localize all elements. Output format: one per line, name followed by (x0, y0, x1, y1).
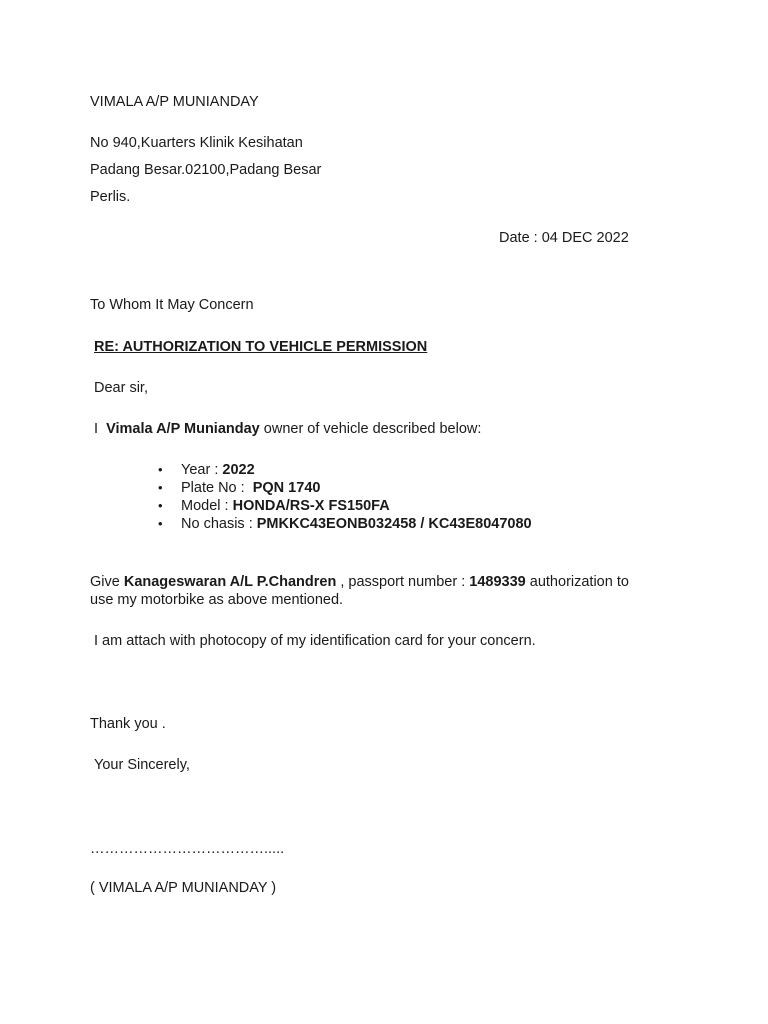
passport-label: , passport number : (336, 574, 470, 590)
grantee-name: Kanageswaran A/L P.Chandren (123, 574, 337, 590)
list-item (158, 461, 532, 479)
sender-name: VIMALA A/P MUNIANDAY (90, 94, 259, 110)
vehicle-plate-value: PQN 1740 (252, 480, 321, 496)
vehicle-chassis-value: PMKKC43EONB032458 / KC43E8047080 (256, 516, 532, 532)
intro-suffix: owner of vehicle described below: (259, 421, 482, 437)
list-item (158, 479, 532, 497)
address-line-3: Perlis. (90, 189, 131, 205)
address-line-2: Padang Besar.02100,Padang Besar (90, 162, 322, 178)
closing: Your Sincerely, (94, 757, 190, 773)
attachment-paragraph: I am attach with photocopy of my identification card for your concern. (94, 633, 536, 649)
give-text: Give (90, 574, 124, 590)
signature-line: ………………………………..... (90, 841, 285, 857)
authorization-line-1 (90, 573, 629, 591)
letter-date: Date : 04 DEC 2022 (499, 230, 629, 246)
subject-line: RE: AUTHORIZATION TO VEHICLE PERMISSION (94, 339, 428, 355)
owner-name: Vimala A/P Munianday (106, 421, 260, 437)
intro-prefix: I (94, 421, 103, 437)
passport-number: 1489339 (469, 574, 526, 590)
salutation: Dear sir, (94, 380, 148, 396)
vehicle-model-value: HONDA/RS-X FS150FA (232, 498, 390, 514)
vehicle-year-label: Year : (181, 462, 223, 478)
address-line-1: No 940,Kuarters Klinik Kesihatan (90, 135, 303, 151)
authorization-tail: authorization to (525, 574, 629, 590)
addressee: To Whom It May Concern (90, 297, 254, 313)
vehicle-plate-label: Plate No : (181, 480, 253, 496)
authorization-line-2: use my motorbike as above mentioned. (90, 592, 344, 608)
list-item (158, 497, 532, 515)
list-item (158, 515, 532, 533)
intro-paragraph (94, 420, 481, 438)
vehicle-model-label: Model : (181, 498, 233, 514)
vehicle-year-value: 2022 (222, 462, 255, 478)
vehicle-details-list (158, 461, 532, 533)
vehicle-chassis-label: No chasis : (181, 516, 257, 532)
signature-name: ( VIMALA A/P MUNIANDAY ) (90, 880, 277, 896)
thank-you: Thank you . (90, 716, 166, 732)
